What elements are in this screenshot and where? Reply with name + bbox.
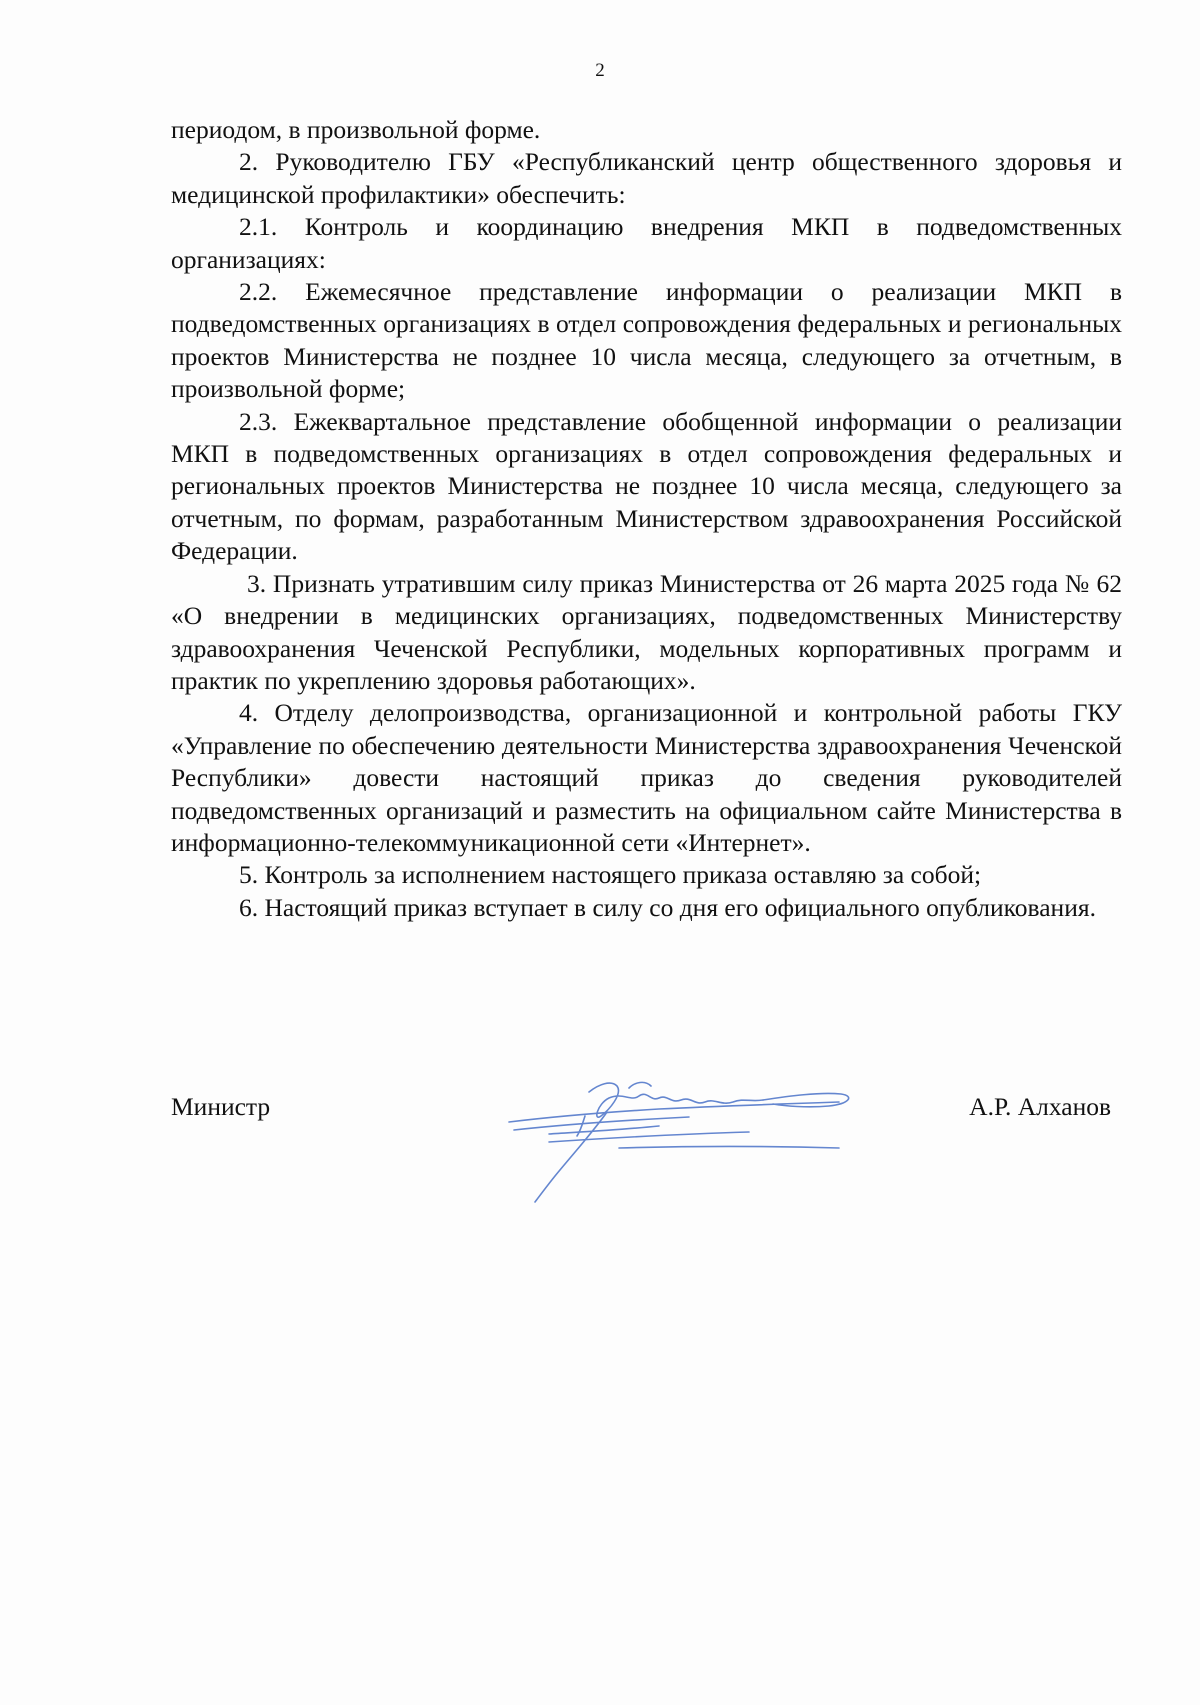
signature-block	[171, 1092, 1131, 1212]
paragraph-item-3: 3. Признать утратившим силу приказ Министерства от 26 марта 2025 года № 62 «О внедрении в медицинских организациях, подведомственных Министерству здравоохранения Чеченской Республики, модельных корпоративных программ и практик по укреплению здоровья работающих».	[171, 568, 1122, 695]
document-body	[171, 114, 1122, 924]
handwritten-signature	[489, 1052, 889, 1212]
paragraph-item-6: 6. Настоящий приказ вступает в силу со дня его официального опубликования.	[239, 892, 1096, 922]
paragraph-item-2: 2. Руководителю ГБУ «Республиканский центр общественного здоровья и медицинской профилактики» обеспечить:	[171, 147, 1122, 209]
paragraph-item-2-2: 2.2. Ежемесячное представление информации о реализации МКП в подведомственных организациях в отдел сопровождения федеральных и региональных проектов Министерства не позднее 10 числа месяца, следующего за отчетным, в произвольной форме;	[171, 277, 1122, 404]
paragraph-item-2-3: 2.3. Ежеквартальное представление обобщенной информации о реализации МКП в подведомственных организациях в отдел сопровождения федеральных и региональных проектов Министерства не позднее 10 числа месяца, следующего за отчетным, по формам, разработанным Министерством здравоохранения Российской Федерации.	[171, 406, 1122, 566]
page-number: 2	[595, 60, 605, 81]
paragraph-continuation: периодом, в произвольной форме.	[171, 115, 541, 144]
signer-name: А.Р. Алханов	[969, 1092, 1111, 1121]
paragraph-item-2-1: 2.1. Контроль и координацию внедрения МКП в подведомственных организациях:	[171, 212, 1122, 274]
signer-role: Министр	[171, 1092, 271, 1121]
paragraph-item-4: 4. Отделу делопроизводства, организационной и контрольной работы ГКУ «Управление по обеспечению деятельности Министерства здравоохранения Чеченской Республики» довести настоящий приказ до сведения руководителей подведомственных организаций и разместить на официальном сайте Министерства в информационно-телекоммуникационной сети «Интернет».	[171, 698, 1122, 857]
paragraph-item-5: 5. Контроль за исполнением настоящего приказа оставляю за собой;	[239, 860, 982, 890]
